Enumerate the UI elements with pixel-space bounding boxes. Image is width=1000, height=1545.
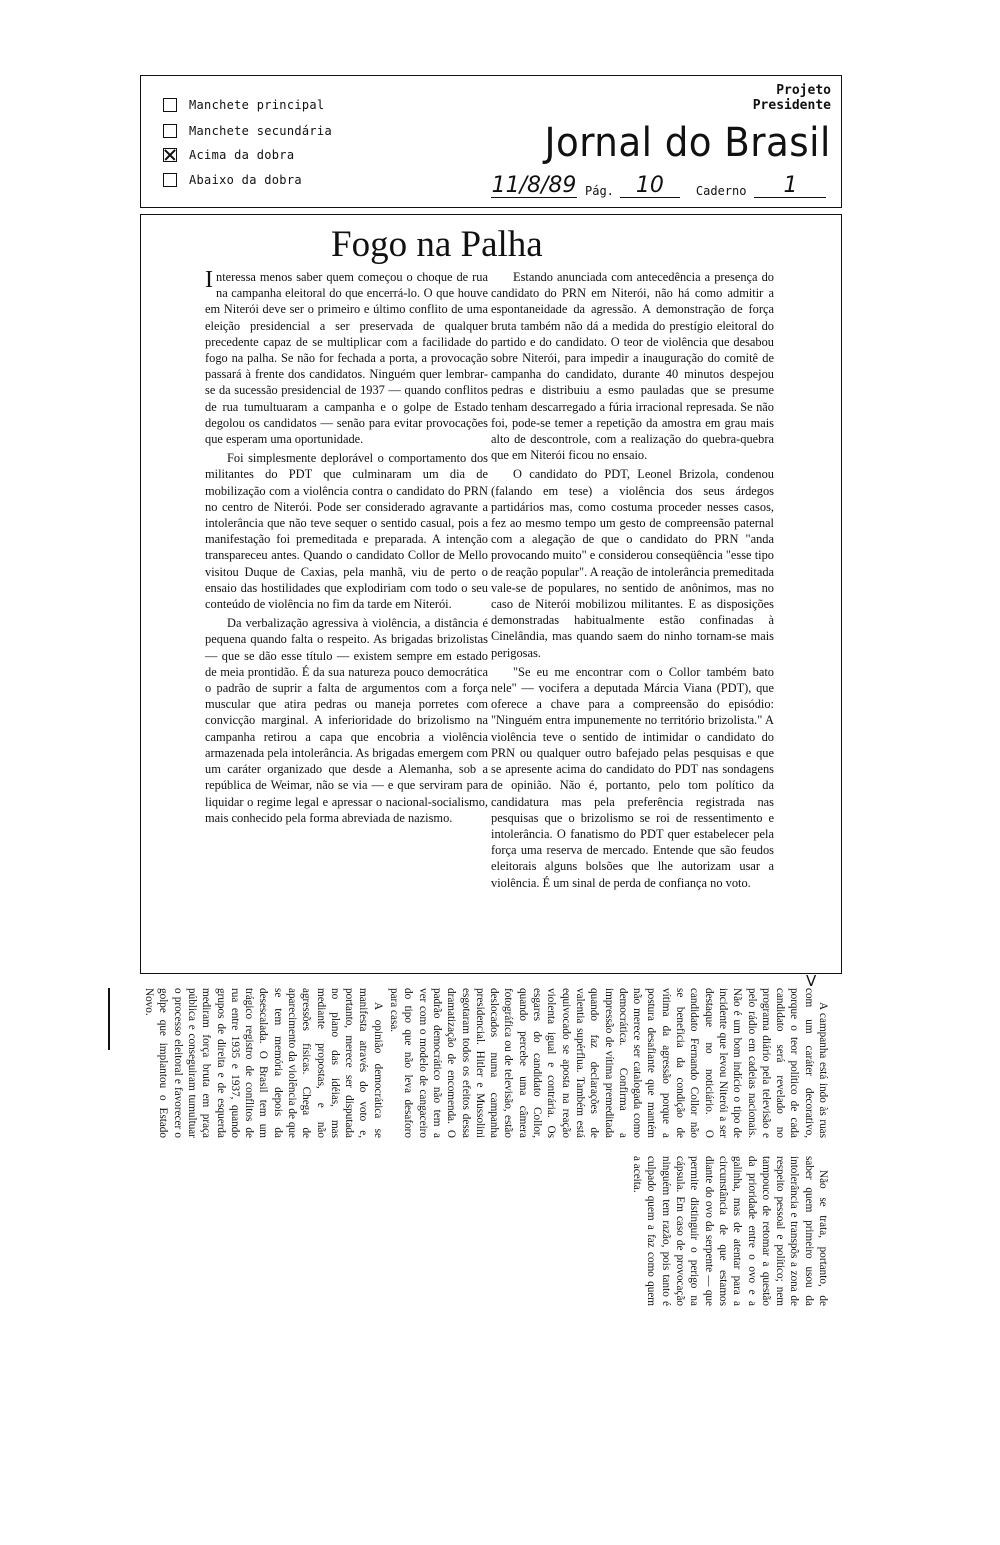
- paragraph: O candidato do PDT, Leonel Brizola, condenou (falando em tese) a violência dos seus árdegos partidários mas, como costuma proceder nesses casos, fez ao mesmo tempo um gesto de compreensão paternal com a alegação de que o candidato do PRN "anda provocando muito" e considerou conseqüência "esse tipo de reação popular". A reação de intolerância premeditada vale-se de populares, no sentido de anônimos, mas no caso de Niterói mobilizou militantes. E as disposições demonstradas habitualmente estão confinadas à Cinelândia, mas quando saem do ninho tornam-se mais perigosas.: [491, 467, 775, 660]
- end-mark: V: [806, 972, 817, 990]
- paragraph-text: nteressa menos saber quem começou o choque de rua na campanha eleitoral do que encerrá-lo. O que houve em Niterói deve ser o primeiro e último conflito de uma eleição presidencial a ser preservada de qualquer precedente capaz de se multiplicar com a facilidade do fogo na palha. Se não for fechada a porta, a provocação passará à frente dos candidatos. Ninguém quer lembrar-se da sucessão presidencial de 1937 — quando conflitos de rua tumultuaram a campanha e o golpe de Estado degolou os candidatos — senão para evitar provocações que esperam uma oportunidade.: [205, 270, 488, 447]
- checkbox-label: Manchete principal: [189, 98, 325, 112]
- paragraph: Estando anunciada com antecedência a presença do candidato do PRN em Niterói, não há como admitir a espontaneidade da agressão. A demonstração de força bruta também não dá a medida do prestígio eleitoral do partido e do candidato. O teor de violência que desabou sobre Niterói, para impedir a inauguração do comitê de campanha do candidato, durante 40 minutos despejou pedras e distribuiu a esmo pauladas que se presume tenham descarregado a fúria irracional represada. Se não foi, pode-se temer a repetição da amostra em grau mais alto de descontrole, com a realização do quebra-quebra que em Niterói ficou no ensaio.: [491, 270, 774, 463]
- paragraph: Da verbalização agressiva à violência, a distância é pequena quando falta o respeito. As brigadas brizolistas — que se dão esse título — existem sempre em estado de meia prontidão. É da sua natureza pouco democrática o padrão de suprir a falta de argumentos com a força muscular que atira pedras ou maneja porretes com convicção marginal. A inferioridade do brizolismo na campanha retirou a capa que encobria a violência armazenada pela intolerância. As brigadas emergem com um caráter organizado que desde a Alemanha, sob a república de Weimar, não se via — e que serviram para liquidar o regime legal e apressar o nacional-socialismo, mais conhecido pela forma abreviada de nazismo.: [205, 616, 488, 825]
- checkbox-manchete-secundaria[interactable]: [163, 124, 177, 138]
- column-rule: [108, 988, 110, 1050]
- page-label: Pág.: [585, 184, 614, 198]
- checkbox-abaixo-da-dobra[interactable]: [163, 173, 177, 187]
- article-column-2: [491, 269, 774, 894]
- paragraph: A campanha está indo às ruas com um caráter decorativo, porque o teor político de cada candidato será revelado no programa diário pela televisão e pelo rádio em cadeias nacionais. Não é um bom indício o tipo de incidente que levou Niterói a ser destaque no noticiário. O candidato Fernando Collor não se beneficia da condição de vítima da agressão porque a postura desafiante que mantém não merece ser catalogada como democrática. Confirma a impressão de vítima premeditada quando faz declarações de valentia supérflua. Também está equivocado se aposta na reação violenta igual e contrária. Os esgares do candidato Collor, quando percebe uma câmera fotográfica ou de televisão, estão deslocados numa campanha presidencial. Hitler e Mussolini esgotaram todos os efeitos dessa dramatização de encomenda. O padrão democrático não tem a ver com o modelo de cangaceiro do tipo que não leva desaforo para casa.: [388, 988, 829, 1138]
- article-box: [140, 214, 842, 974]
- paragraph: "Se eu me encontrar com o Collor também bato nele" — vocifera a deputada Márcia Viana (PDT), que oferece a chave para a compreensão do episódio: "Ninguém entra impunemente no território brizolista." A violência teve o sentido de intimidar o candidato do PRN ou qualquer outro bafejado pelas pesquisas e que se apresente acima do candidato do PDT nas sondagens de opinião. Não é, portanto, pelo tom político da candidatura mas pela preferência registrada nas pesquisas que o brizolismo se roi de ressentimento e intolerância. O fanatismo do PDT quer estabelecer pela força uma reserva de mercado. Entende que são feudos eleitorais alguns bolsões que lhe autorizam usar a violência. É um sinal de perda de confiança no voto.: [491, 664, 774, 890]
- article-column-1: [205, 269, 488, 829]
- continuation-block: [143, 988, 830, 1308]
- checkbox-row-manchete-principal: [163, 96, 324, 114]
- paragraph: Foi simplesmente deplorável o comportamento dos militantes do PDT que culminaram um dia de mobilização com a violência contra o candidato do PRN no centro de Niterói. Pode ser considerado agravante a intolerância que não teve sequer o sentido casual, pois a manifestação foi premeditada e preparada. A intenção transpareceu antes. Quando o candidato Collor de Mello visitou Duque de Caxias, pela manhã, viu de perto o ensaio das hostilidades que explodiriam com todo o seu conteúdo de violência no fim da tarde em Niterói.: [205, 451, 488, 612]
- continuation-column-1: [140, 988, 830, 1138]
- checkbox-acima-da-dobra[interactable]: [163, 148, 177, 162]
- checkbox-manchete-principal[interactable]: [163, 98, 177, 112]
- paragraph: A opinião democrática se manifesta através do voto e, portanto, merece ser disputada no plano das idéias, mas mediante propostas, e não agressões físicas. Chega de aparecimento da violência de que se tem memória depois da desescalada. O Brasil tem um trágico registro de conflitos de rua entre 1935 e 1937, quando grupos de direita e de esquerda mediram força bruta em praça pública e conseguiram tumultuar o processo eleitoral e favorecer o golpe que implantou o Estado Novo.: [143, 988, 384, 1138]
- rotated-continuation: [143, 988, 830, 1308]
- project-label: Projeto: [776, 83, 831, 98]
- date-value: 11/8/89: [491, 173, 577, 198]
- continuation-column-2: [628, 1156, 830, 1306]
- paragraph: [205, 269, 488, 447]
- checkbox-label: Manchete secundária: [189, 124, 332, 138]
- checkbox-label: Abaixo da dobra: [189, 173, 302, 187]
- checkbox-label: Acima da dobra: [189, 148, 295, 162]
- checkbox-row-manchete-secundaria: [163, 122, 332, 140]
- dateline: [491, 173, 826, 198]
- drop-cap: I: [205, 267, 213, 293]
- clipping-header: [140, 75, 842, 208]
- project-name: Presidente: [752, 98, 831, 113]
- page-value: 10: [620, 175, 680, 198]
- section-label: Caderno: [695, 184, 747, 198]
- headline: Fogo na Palha: [331, 224, 543, 265]
- section-value: 1: [754, 175, 826, 198]
- newspaper-masthead: Jornal do Brasil: [544, 120, 831, 166]
- checkbox-row-abaixo-da-dobra: [163, 171, 302, 189]
- paragraph: Não se trata, portanto, de saber quem primeiro usou da intolerância e transpôs a zona de respeito pessoal e político; nem tampouco de retomar a questão da prioridade entre o ovo e a galinha, mas de atentar para a circunstância de que estamos diante do ovo da serpente — que permite distinguir o perigo na cápsula. Em caso de provocação ninguém tem razão, pois tanto é culpado quem a faz como quem a aceita.: [631, 1156, 829, 1306]
- checkbox-row-acima-da-dobra: [163, 146, 294, 164]
